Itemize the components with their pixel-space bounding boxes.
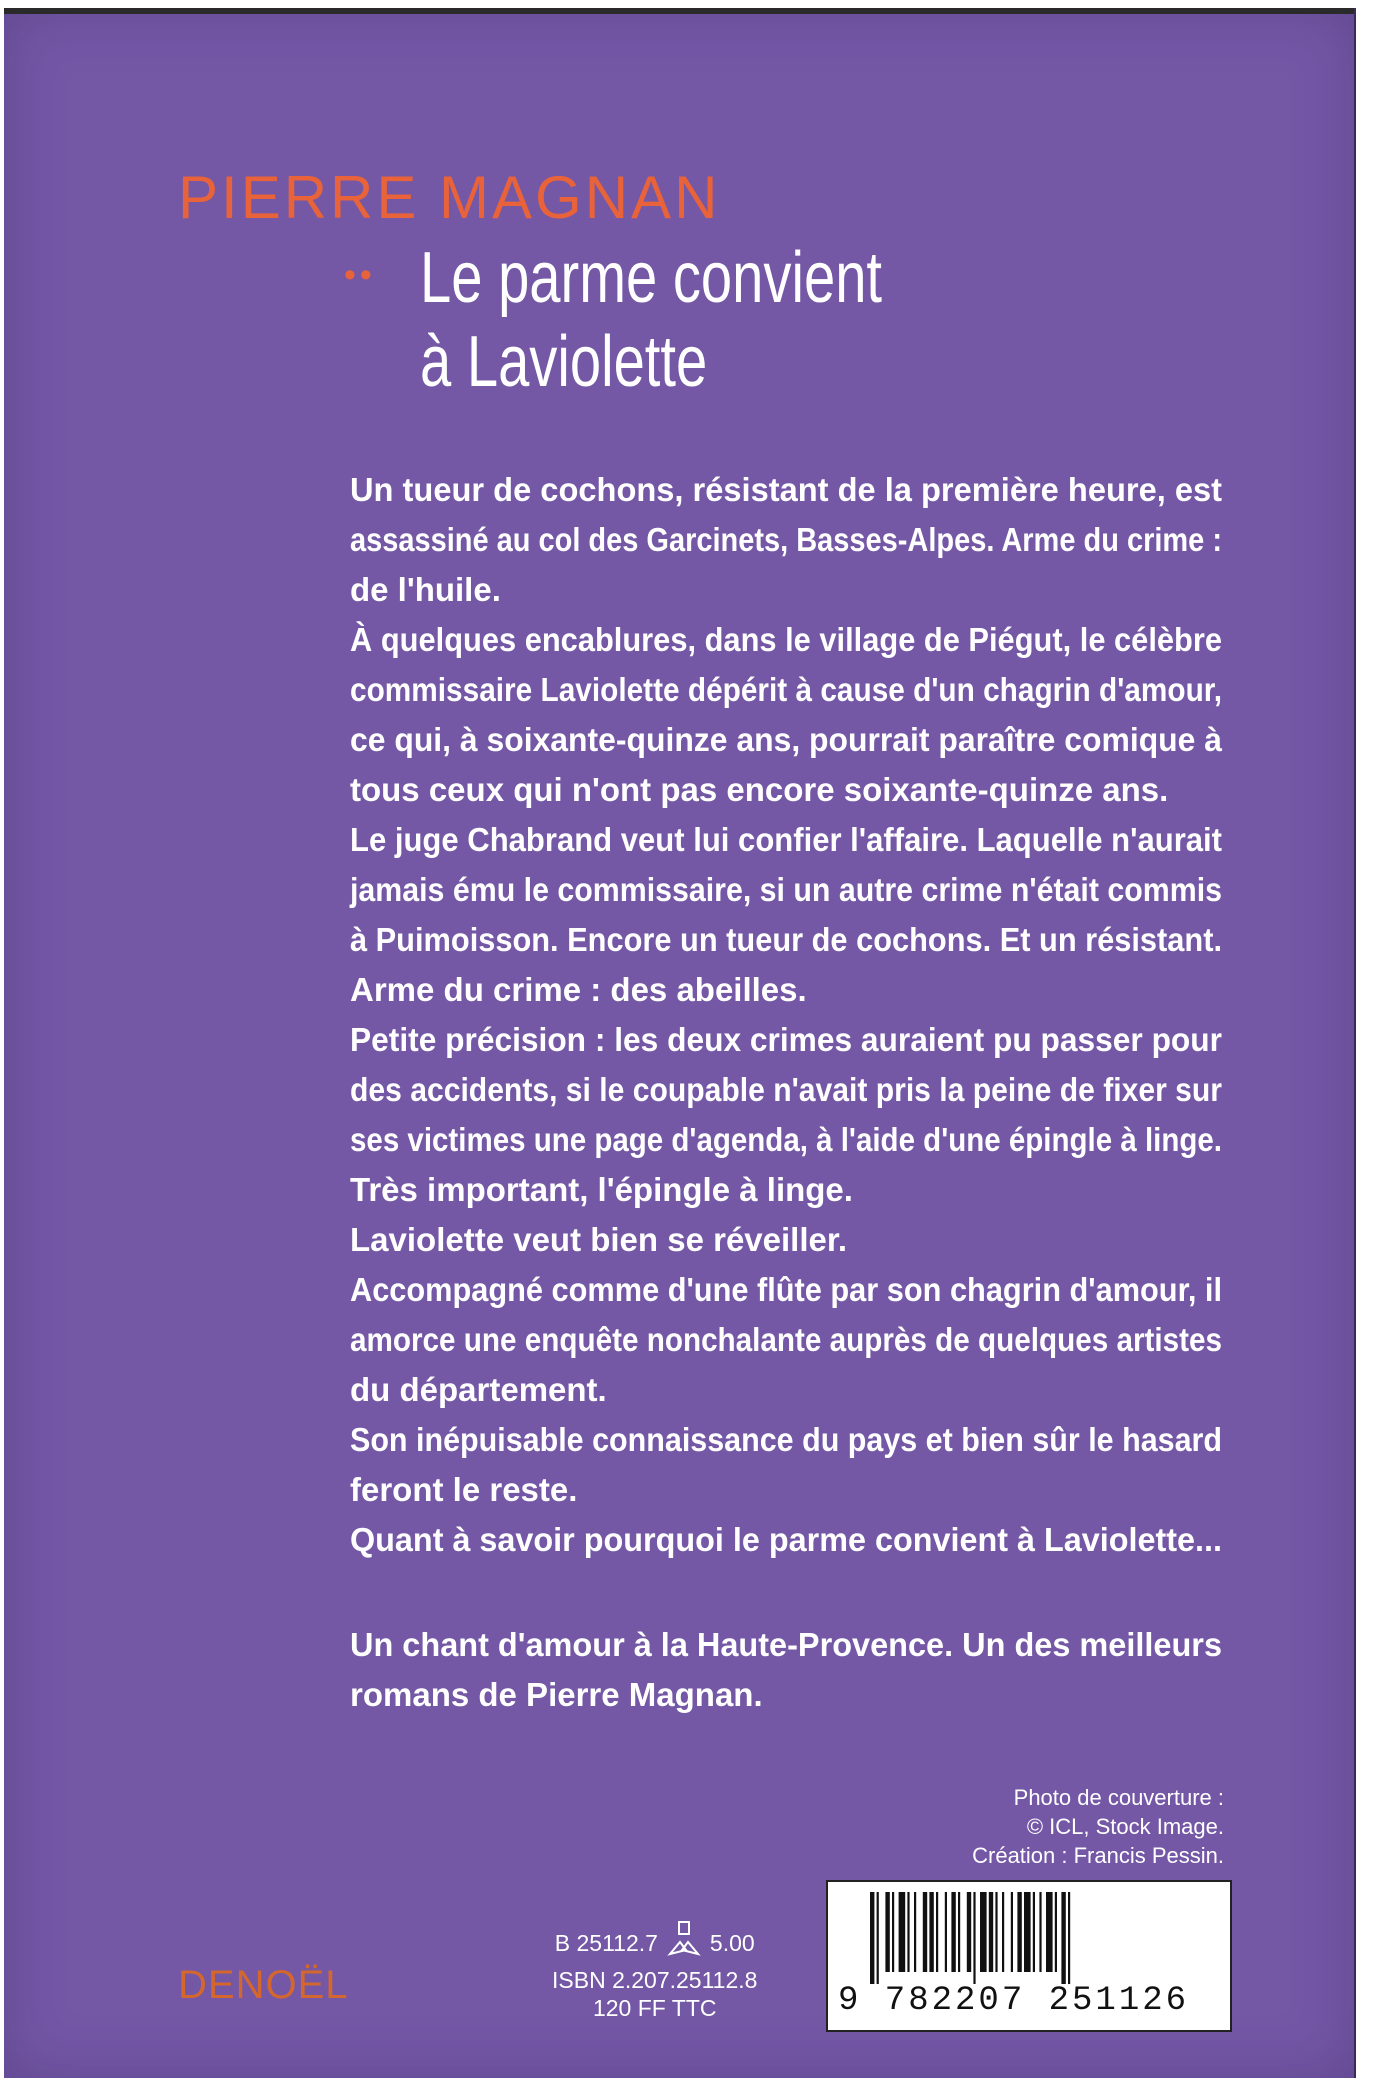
blurb-line: Accompagné comme d'une flûte par son chagrin d'amour, il [350,1271,1222,1308]
barcode-bar [973,1892,975,1984]
blurb-line: Son inépuisable connaissance du pays et bien sûr le hasard [350,1421,1222,1458]
title-line-1: Le parme convient [420,238,883,318]
barcode-bar [877,1892,879,1984]
title-line-2: à Laviolette [420,322,708,402]
barcode-bar [923,1892,927,1972]
barcode-bar [1017,1892,1021,1972]
cover-credits [884,1783,1224,1870]
blurb-line: Un tueur de cochons, résistant de la première heure, est [350,471,1222,508]
blurb-line: Petite précision : les deux crimes auraient pu passer pour [350,1021,1222,1058]
price: 120 FF TTC [592,1995,717,2021]
barcode-bar [899,1892,906,1972]
barcode [826,1880,1232,2032]
blurb-line: Arme du crime : des abeilles. [350,971,807,1008]
blurb-line: ce qui, à soixante-quinze ans, pourrait paraître comique à [350,721,1222,758]
blurb-line: ses victimes une page d'agenda, à l'aide d'une épingle à linge. [350,1121,1222,1158]
credit-line-1: Photo de couverture : [1013,1785,1224,1810]
barcode-bar [1046,1892,1053,1972]
barcode-bar [929,1892,933,1972]
recycle-icon [666,1920,702,1966]
barcode-bar [951,1892,955,1972]
blurb-line: Laviolette veut bien se réveiller. [350,1221,848,1258]
barcode-bar [980,1892,987,1972]
barcode-bar [907,1892,909,1972]
publisher-logo: DENOËL [178,1963,349,2007]
barcode-bar [958,1892,960,1972]
barcode-bar [1061,1892,1065,1984]
tagline-line-2: romans de Pierre Magnan. [350,1676,763,1713]
barcode-bar [1055,1892,1057,1972]
barcode-bar [1039,1892,1041,1972]
author-name: PIERRE MAGNAN [178,164,721,231]
blurb-line: jamais ému le commissaire, si un autre crime n'était commis [350,871,1222,908]
code-left: B 25112.7 [554,1930,658,1956]
blurb-text [350,465,1222,1565]
barcode-bar [1011,1892,1013,1972]
blurb-line: Le juge Chabrand veut lui confier l'affaire. Laquelle n'aurait [350,821,1222,858]
barcode-bar [945,1892,947,1972]
barcode-bar [989,1892,993,1972]
tagline-line-1: Un chant d'amour à la Haute-Provence. Un des meilleurs [350,1626,1222,1663]
barcode-bars [868,1892,1208,1984]
barcode-bar [995,1892,997,1972]
blurb-line: à Puimoisson. Encore un tueur de cochons. Et un résistant. [350,921,1222,958]
barcode-bar [967,1892,971,1972]
blurb-line: feront le reste. [350,1471,578,1508]
barcode-bar [936,1892,938,1972]
code-right: 5.00 [709,1930,755,1956]
barcode-bar [1033,1892,1035,1972]
blurb-line: assassiné au col des Garcinets, Basses-Alpes. Arme du crime : [350,521,1222,558]
blurb-line: commissaire Laviolette dépérit à cause d'un chagrin d'amour, [350,671,1222,708]
tagline [350,1620,1222,1720]
credit-line-2: © ICL, Stock Image. [1026,1814,1224,1839]
blurb-line: des accidents, si le coupable n'avait pris la peine de fixer sur [350,1071,1222,1108]
barcode-bar [1002,1892,1004,1972]
barcode-bar [914,1892,916,1972]
isbn-block [552,1920,757,2022]
blurb-line: tous ceux qui n'ont pas encore soixante-quinze ans. [350,771,1169,808]
title-bullet: •• [344,256,376,294]
blurb-line: À quelques encablures, dans le village de Piégut, le célèbre [350,621,1222,658]
barcode-bar [892,1892,894,1972]
book-title [420,236,882,404]
top-border [4,8,1354,14]
blurb-line: Très important, l'épingle à linge. [350,1171,853,1208]
isbn-number: ISBN 2.207.25112.8 [552,1967,758,1993]
barcode-bar [885,1892,889,1972]
barcode-bar [1024,1892,1031,1972]
blurb-line: Quant à savoir pourquoi le parme convient à Laviolette... [350,1521,1222,1558]
blurb-line: de l'huile. [350,571,501,608]
blurb-line: amorce une enquête nonchalante auprès de quelques artistes [350,1321,1222,1358]
book-back-cover [4,8,1356,2078]
credit-line-3: Création : Francis Pessin. [972,1843,1224,1868]
barcode-bar [870,1892,874,1984]
blurb-line: du département. [350,1371,607,1408]
barcode-digits: 9 782207 251126 [838,1982,1190,2020]
barcode-bar [1068,1892,1070,1984]
